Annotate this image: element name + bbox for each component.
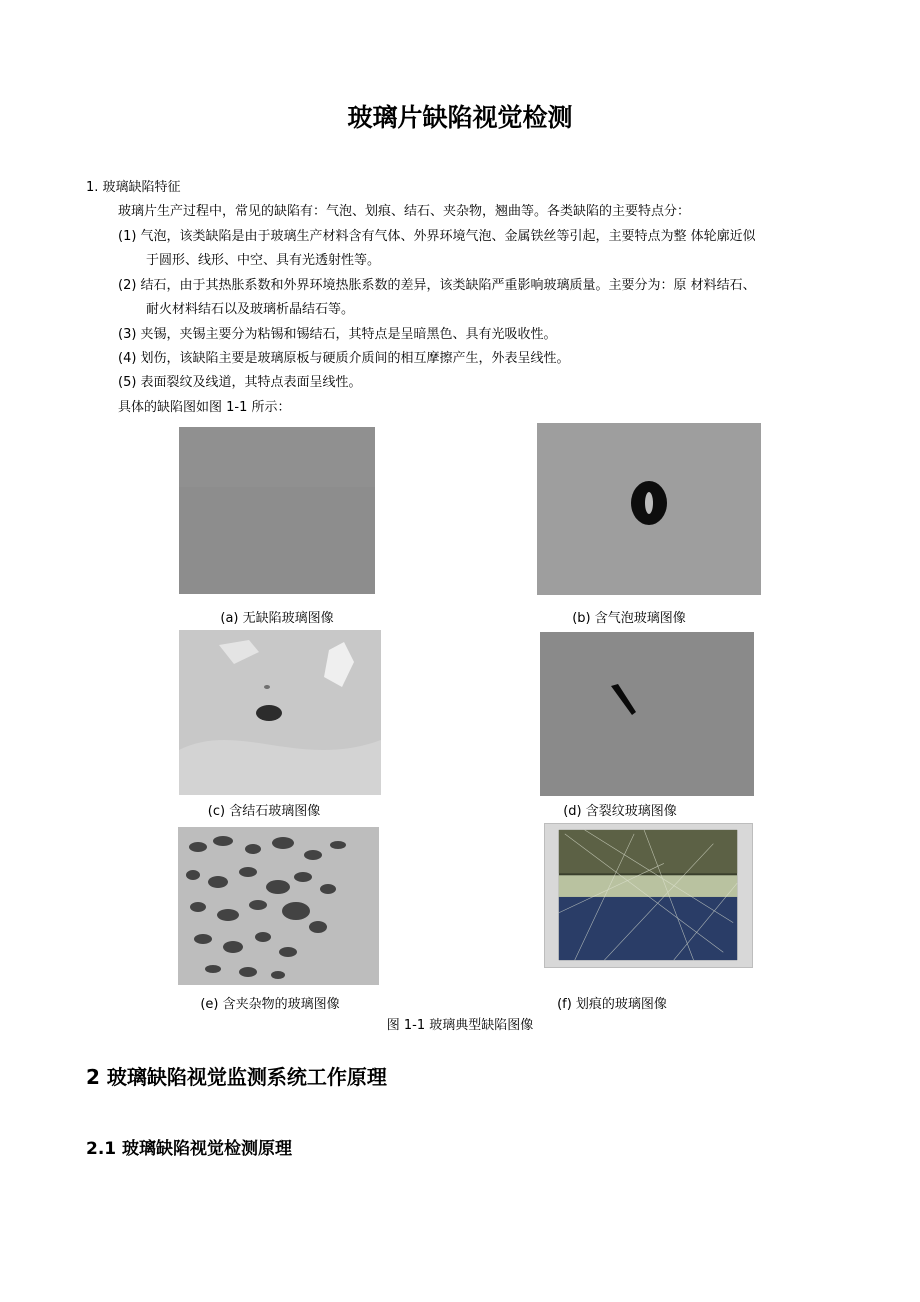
caption-a: (a) 无缺陷玻璃图像: [220, 611, 334, 626]
image-no-defect-glass: [179, 427, 375, 594]
item-2-line-1: (2) 结石，由于其热胀系数和外界环境热胀系数的差异，该类缺陷严重影响玻璃质量。主要分为：原 材料结石、: [118, 278, 756, 293]
figure-title: 图 1-1 玻璃典型缺陷图像: [386, 1018, 534, 1033]
section-1-intro: 玻璃片生产过程中，常见的缺陷有：气泡、划痕、结石、夹杂物，翘曲等。各类缺陷的主要特点分：: [118, 204, 691, 219]
item-4: (4) 划伤，该缺陷主要是玻璃原板与硬质介质间的相互摩擦产生，外表呈线性。: [118, 351, 570, 366]
item-1-line-1: (1) 气泡，该类缺陷是由于玻璃生产材料含有气体、外界环境气泡、金属铁丝等引起，主要特点为整 体轮廓近似: [118, 229, 756, 244]
document-title: 玻璃片缺陷视觉检测: [347, 103, 573, 132]
image-crack-glass: [540, 632, 754, 796]
figure-intro: 具体的缺陷图如图 1-1 所示：: [118, 400, 291, 415]
item-5: (5) 表面裂纹及线道，其特点表面呈线性。: [118, 375, 362, 390]
caption-c: (c) 含结石玻璃图像: [207, 804, 321, 819]
section-1-heading: 1. 玻璃缺陷特征: [86, 180, 181, 195]
caption-b: (b) 含气泡玻璃图像: [572, 611, 686, 626]
caption-d: (d) 含裂纹玻璃图像: [563, 804, 677, 819]
image-scratch-glass: [544, 823, 753, 968]
section-2-1-heading: 2.1 玻璃缺陷视觉检测原理: [86, 1139, 293, 1159]
image-stone-glass: [179, 630, 381, 795]
item-3: (3) 夹锡，夹锡主要分为粘锡和锡结石，其特点是呈暗黑色、具有光吸收性。: [118, 327, 557, 342]
item-1-line-2: 于圆形、线形、中空、具有光透射性等。: [146, 253, 381, 268]
image-bubble-glass: [537, 423, 761, 595]
caption-e: (e) 含夹杂物的玻璃图像: [200, 997, 340, 1012]
item-2-line-2: 耐火材料结石以及玻璃析晶结石等。: [146, 302, 355, 317]
section-2-heading: 2 玻璃缺陷视觉监测系统工作原理: [86, 1065, 387, 1089]
image-inclusion-glass: [178, 827, 379, 985]
caption-f: (f) 划痕的玻璃图像: [557, 997, 667, 1012]
